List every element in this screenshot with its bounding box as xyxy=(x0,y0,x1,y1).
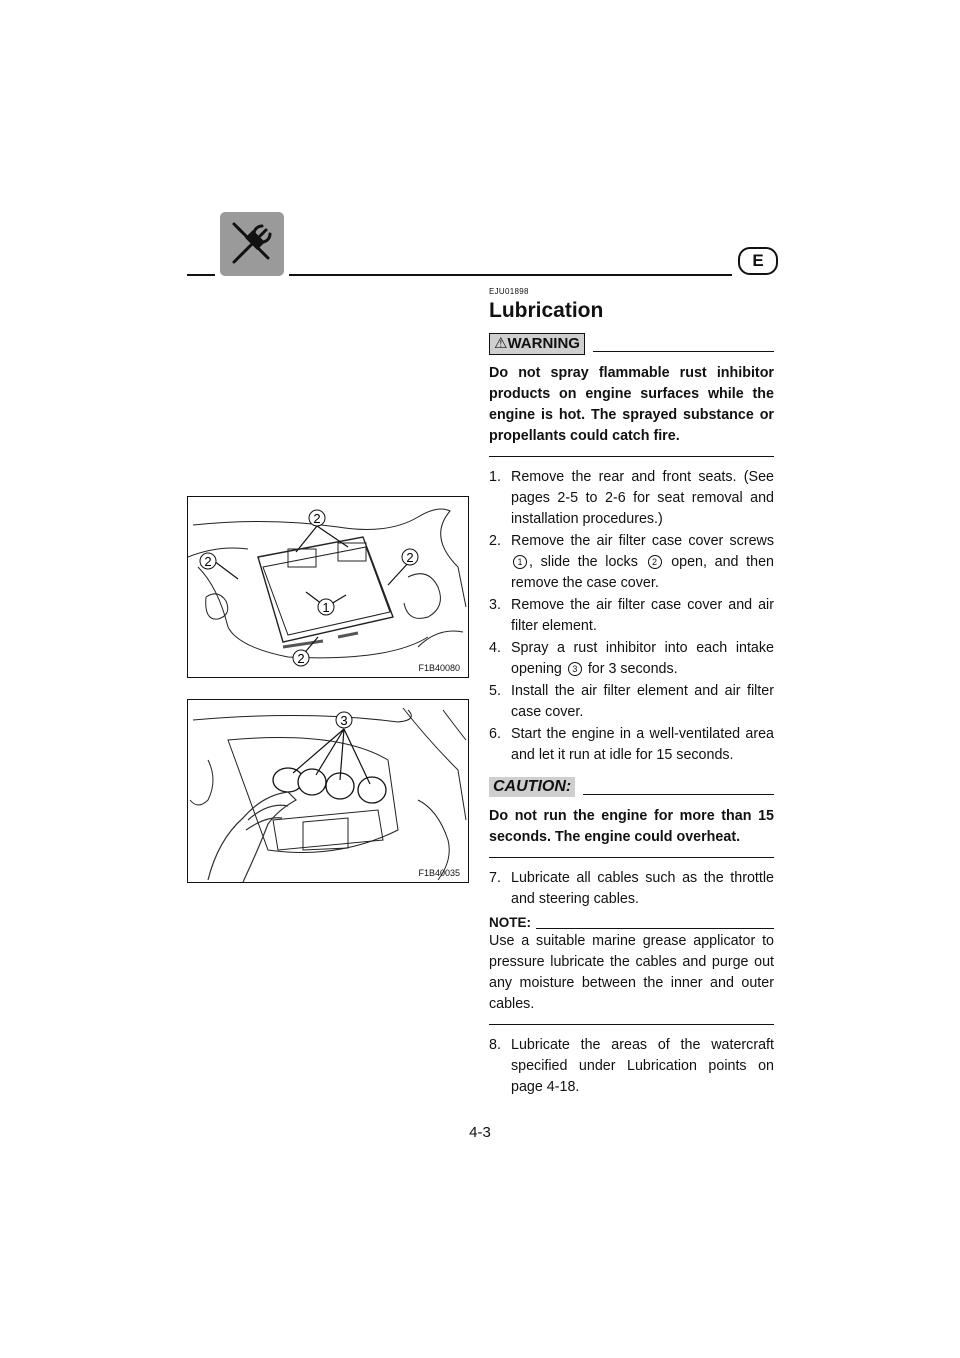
caution-header xyxy=(489,776,774,798)
steps-list-c xyxy=(489,1035,774,1098)
note-rule xyxy=(536,928,774,929)
note-header xyxy=(489,915,774,930)
warning-triangle-icon: ⚠ xyxy=(494,335,508,352)
section-code: EJU01898 xyxy=(489,287,529,296)
list-item: 2. Remove the air filter case cover screws 1 , slide the locks 2 open, and then remove the case cover. xyxy=(489,533,774,591)
list-item: 8. Lubricate the areas of the watercraft specified under Lubrication points on page 4-18. xyxy=(489,1037,774,1095)
note-end-rule xyxy=(489,1024,774,1025)
list-item: 3. Remove the air filter case cover and air filter element. xyxy=(489,597,774,634)
warning-header xyxy=(489,333,774,355)
callout-2d: 2 xyxy=(297,651,305,666)
figure-id: F1B40035 xyxy=(418,868,460,878)
steps-list-b xyxy=(489,868,774,910)
warning-rule xyxy=(593,351,774,352)
page-number: 4-3 xyxy=(469,1124,491,1141)
callout-1: 1 xyxy=(322,600,330,615)
list-item: 7. Lubricate all cables such as the throttle and steering cables. xyxy=(489,870,774,907)
header-rule-left xyxy=(187,274,215,276)
header-rule-right xyxy=(289,274,732,276)
warning-text: Do not spray flammable rust inhibitor products on engine surfaces while the engine is hot. The sprayed substance or propellants could catch fire. xyxy=(489,365,774,444)
caution-label: CAUTION: xyxy=(489,777,575,797)
list-item: 1. Remove the rear and front seats. (See pages 2-5 to 2-6 for seat removal and installation procedures.) xyxy=(489,469,774,527)
warning-label: ⚠WARNING xyxy=(489,333,585,355)
tools-maintenance-icon xyxy=(220,212,284,276)
section-title: Lubrication xyxy=(489,299,604,322)
callout-ref: 1 xyxy=(513,555,527,569)
steps-list-a xyxy=(489,467,774,766)
callout-ref: 2 xyxy=(648,555,662,569)
content-column xyxy=(489,287,774,1099)
callout-2a: 2 xyxy=(313,511,321,526)
warning-end-rule xyxy=(489,456,774,457)
caution-text: Do not run the engine for more than 15 seconds. The engine could overheat. xyxy=(489,808,774,845)
caution-rule xyxy=(583,794,774,795)
language-badge: E xyxy=(738,247,778,275)
callout-3: 3 xyxy=(340,713,348,728)
callout-2c: 2 xyxy=(406,550,414,565)
caution-end-rule xyxy=(489,857,774,858)
callout-ref: 3 xyxy=(568,662,582,676)
figure-air-filter-cover xyxy=(187,496,469,678)
note-label: NOTE: xyxy=(489,915,531,930)
list-item: 4. Spray a rust inhibitor into each intake opening 3 for 3 seconds. xyxy=(489,640,774,677)
list-item: 6. Start the engine in a well-ventilated area and let it run at idle for 15 seconds. xyxy=(489,726,774,763)
figure-intake-openings xyxy=(187,699,469,883)
callout-2b: 2 xyxy=(204,554,212,569)
list-item: 5. Install the air filter element and air filter case cover. xyxy=(489,683,774,720)
figure-id: F1B40080 xyxy=(418,663,460,673)
note-text: Use a suitable marine grease applicator to pressure lubricate the cables and purge out any moisture between the inner and outer cables. xyxy=(489,933,774,1012)
